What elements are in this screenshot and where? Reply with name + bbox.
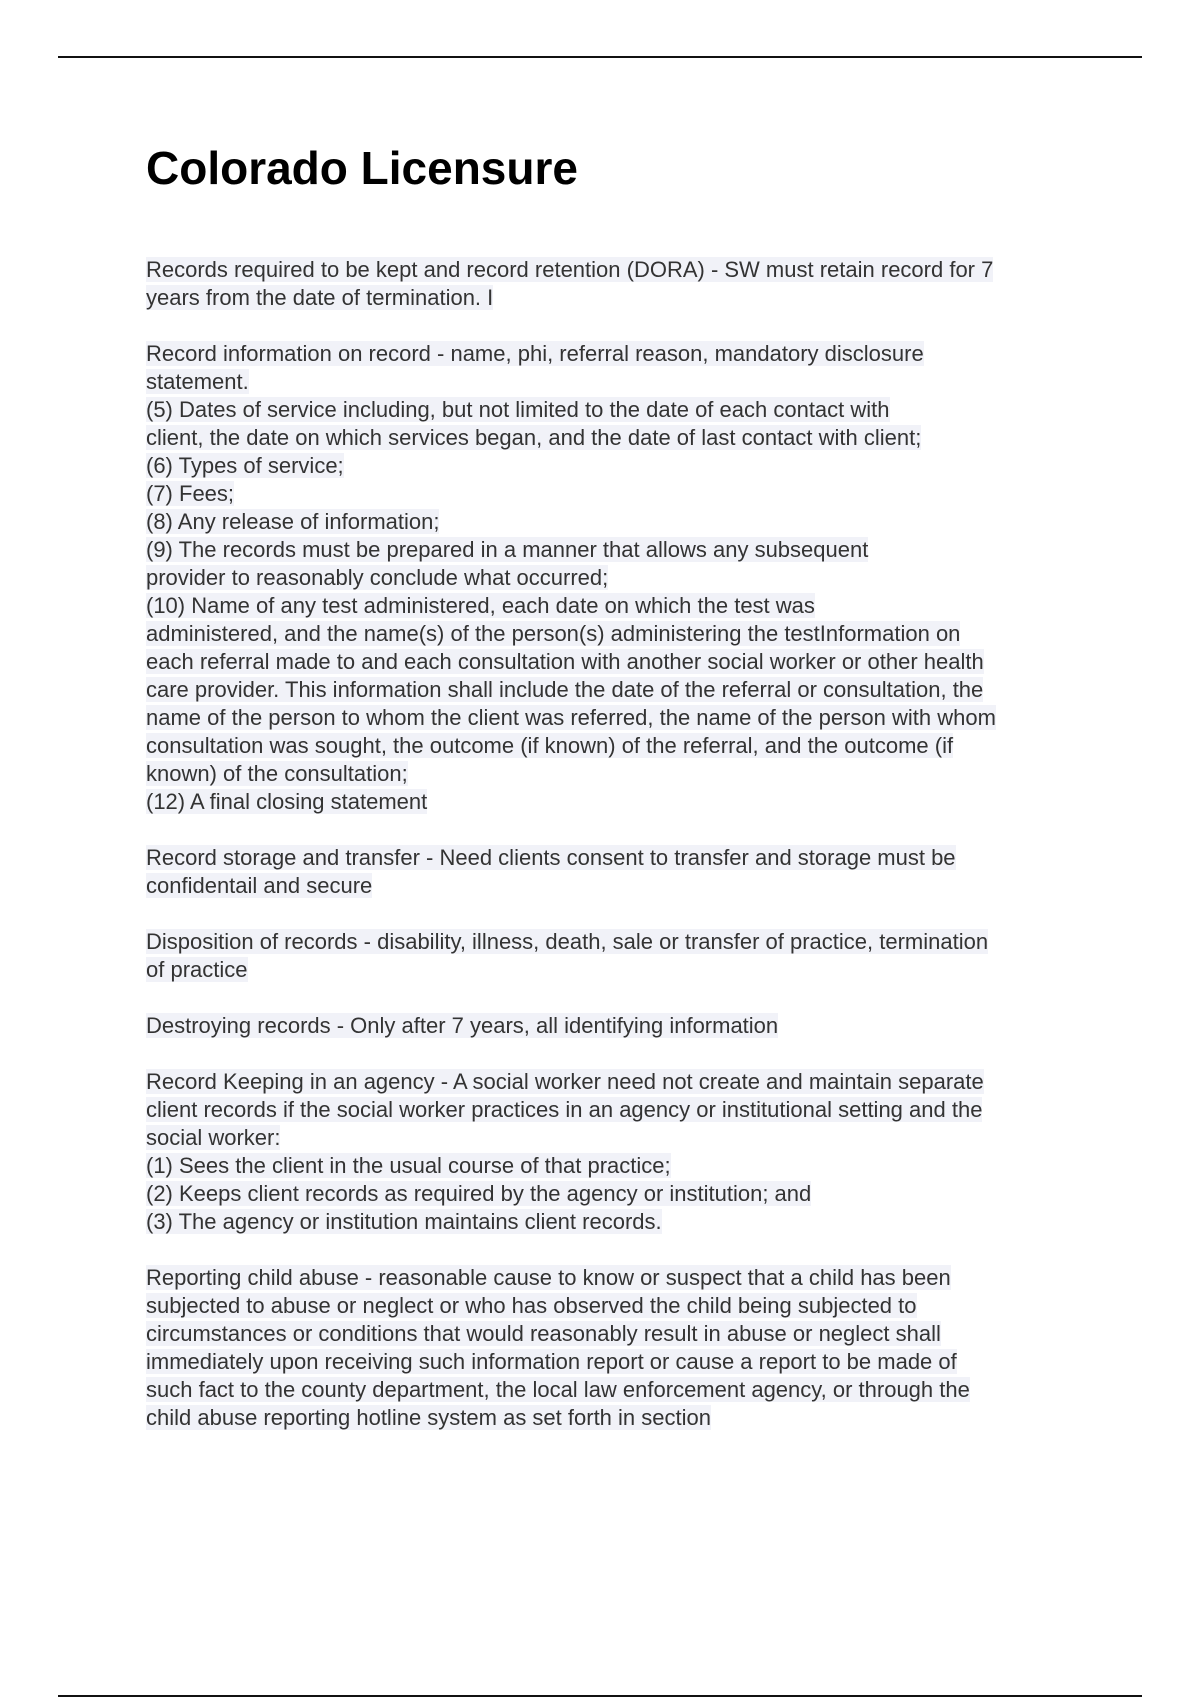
entry-line-text: confidentail and secure bbox=[146, 873, 373, 898]
entry-line bbox=[146, 508, 1086, 536]
entry-line-text: (3) The agency or institution maintains client records. bbox=[146, 1209, 662, 1234]
entry-line-text: of practice bbox=[146, 957, 248, 982]
flashcard-entry bbox=[146, 256, 1086, 312]
entry-line-text: statement. bbox=[146, 369, 249, 394]
entry-line bbox=[146, 564, 1086, 592]
entry-line-text: Records required to be kept and record retention (DORA) - SW must retain record for 7 bbox=[146, 257, 994, 282]
entry-line-text: client records if the social worker practices in an agency or institutional setting and the bbox=[146, 1097, 983, 1122]
entry-line-text: Record storage and transfer - Need clients consent to transfer and storage must be bbox=[146, 845, 956, 870]
entry-line bbox=[146, 1348, 1086, 1376]
flashcard-entry bbox=[146, 1012, 1086, 1040]
entry-line bbox=[146, 396, 1086, 424]
entry-line bbox=[146, 536, 1086, 564]
entry-line bbox=[146, 732, 1086, 760]
entry-line-text: (6) Types of service; bbox=[146, 453, 344, 478]
entry-line-text: Disposition of records - disability, illness, death, sale or transfer of practice, termination bbox=[146, 929, 989, 954]
entry-line bbox=[146, 788, 1086, 816]
entry-line-text: social worker: bbox=[146, 1125, 281, 1150]
entry-line-text: care provider. This information shall include the date of the referral or consultation, the bbox=[146, 677, 984, 702]
entry-line bbox=[146, 844, 1086, 872]
flashcard-entry bbox=[146, 1264, 1086, 1432]
entry-line-text: provider to reasonably conclude what occurred; bbox=[146, 565, 609, 590]
entry-line bbox=[146, 480, 1086, 508]
entry-line-text: subjected to abuse or neglect or who has observed the child being subjected to bbox=[146, 1293, 917, 1318]
document-page bbox=[146, 140, 1086, 1460]
entry-line-text: years from the date of termination. I bbox=[146, 285, 494, 310]
entry-line bbox=[146, 592, 1086, 620]
entry-line bbox=[146, 424, 1086, 452]
entry-line bbox=[146, 956, 1086, 984]
entry-line-text: (12) A final closing statement bbox=[146, 789, 428, 814]
entry-line bbox=[146, 340, 1086, 368]
entry-line-text: such fact to the county department, the local law enforcement agency, or through the bbox=[146, 1377, 970, 1402]
entry-line bbox=[146, 620, 1086, 648]
entry-line bbox=[146, 648, 1086, 676]
entry-line-text: administered, and the name(s) of the person(s) administering the testInformation on bbox=[146, 621, 961, 646]
document-title: Colorado Licensure bbox=[146, 142, 578, 194]
entry-line-text: (8) Any release of information; bbox=[146, 509, 440, 534]
entry-line-text: immediately upon receiving such information report or cause a report to be made of bbox=[146, 1349, 957, 1374]
entry-line bbox=[146, 1208, 1086, 1236]
entry-line bbox=[146, 1096, 1086, 1124]
flashcard-entry bbox=[146, 340, 1086, 816]
entry-line bbox=[146, 872, 1086, 900]
entry-line-text: Record information on record - name, phi, referral reason, mandatory disclosure bbox=[146, 341, 924, 366]
entry-line bbox=[146, 1012, 1086, 1040]
entry-line-text: child abuse reporting hotline system as set forth in section bbox=[146, 1405, 711, 1430]
entry-line bbox=[146, 760, 1086, 788]
entry-line bbox=[146, 452, 1086, 480]
entry-line bbox=[146, 284, 1086, 312]
entry-line bbox=[146, 256, 1086, 284]
entry-line bbox=[146, 1152, 1086, 1180]
entry-line-text: consultation was sought, the outcome (if known) of the referral, and the outcome (if bbox=[146, 733, 954, 758]
entry-line-text: known) of the consultation; bbox=[146, 761, 408, 786]
entry-line bbox=[146, 1264, 1086, 1292]
flashcard-entry bbox=[146, 844, 1086, 900]
entry-line-text: client, the date on which services began, and the date of last contact with client; bbox=[146, 425, 922, 450]
entry-line-text: (9) The records must be prepared in a manner that allows any subsequent bbox=[146, 537, 869, 562]
entry-line-text: Reporting child abuse - reasonable cause to know or suspect that a child has been bbox=[146, 1265, 951, 1290]
entry-line-text: Record Keeping in an agency - A social worker need not create and maintain separate bbox=[146, 1069, 984, 1094]
entry-line-text: name of the person to whom the client was referred, the name of the person with whom bbox=[146, 705, 996, 730]
entry-line-text: circumstances or conditions that would reasonably result in abuse or neglect shall bbox=[146, 1321, 941, 1346]
entry-line bbox=[146, 368, 1086, 396]
entry-line-text: each referral made to and each consultation with another social worker or other health bbox=[146, 649, 984, 674]
entry-line bbox=[146, 1404, 1086, 1432]
entry-line bbox=[146, 1376, 1086, 1404]
flashcard-entry bbox=[146, 1068, 1086, 1236]
flashcard-entry bbox=[146, 928, 1086, 984]
entry-line-text: (5) Dates of service including, but not limited to the date of each contact with bbox=[146, 397, 890, 422]
entry-line-text: (10) Name of any test administered, each date on which the test was bbox=[146, 593, 815, 618]
entry-line bbox=[146, 676, 1086, 704]
entry-line bbox=[146, 1180, 1086, 1208]
entry-line bbox=[146, 1124, 1086, 1152]
entry-line bbox=[146, 704, 1086, 732]
entry-line bbox=[146, 1068, 1086, 1096]
bottom-divider bbox=[58, 1695, 1142, 1697]
flashcard-list bbox=[146, 256, 1086, 1432]
top-divider bbox=[58, 56, 1142, 58]
entry-line-text: (1) Sees the client in the usual course of that practice; bbox=[146, 1153, 671, 1178]
entry-line bbox=[146, 928, 1086, 956]
entry-line-text: (7) Fees; bbox=[146, 481, 235, 506]
entry-line bbox=[146, 1320, 1086, 1348]
entry-line-text: Destroying records - Only after 7 years, all identifying information bbox=[146, 1013, 779, 1038]
entry-line bbox=[146, 1292, 1086, 1320]
entry-line-text: (2) Keeps client records as required by the agency or institution; and bbox=[146, 1181, 812, 1206]
